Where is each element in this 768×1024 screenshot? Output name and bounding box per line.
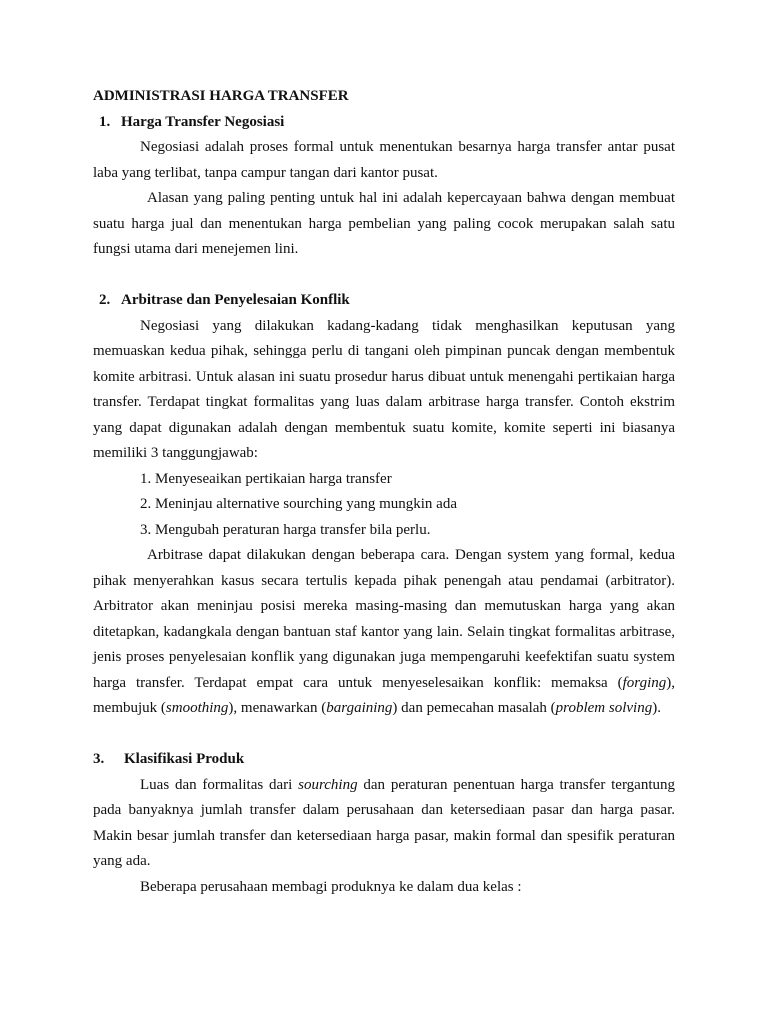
section-3-number: 3. bbox=[93, 751, 105, 767]
section-1-title: Harga Transfer Negosiasi bbox=[121, 113, 285, 130]
section-2-heading bbox=[93, 288, 675, 314]
spacer bbox=[93, 263, 675, 289]
term-smoothing: smoothing bbox=[165, 700, 229, 716]
list-item: 3. Mengubah peraturan harga transfer bila perlu. bbox=[140, 521, 431, 538]
section-1-number: 1. bbox=[99, 113, 111, 130]
section-2-title: Arbitrase dan Penyelesaian Konflik bbox=[121, 292, 350, 308]
section-1-paragraph-2: Alasan yang paling penting untuk hal ini adalah kepercayaan bahwa dengan membuat suatu harga jual dan menentukan harga pembelian yang paling cocok merupakan salah satu fungsi utama dari menejemen lini. bbox=[93, 190, 675, 257]
section-3-paragraph-2: Beberapa perusahaan membagi produknya ke dalam dua kelas : bbox=[140, 878, 522, 895]
section-2-paragraph-1: Negosiasi yang dilakukan kadang-kadang tidak menghasilkan keputusan yang memuaskan kedua pihak, sehingga perlu di tangani oleh pimpinan puncak dengan membentuk komite arbitrasi. Untuk alasan ini suatu prosedur harus dibuat untuk menengahi pertikaian harga transfer. Terdapat tingkat formalitas yang luas dalam arbitrase harga transfer. Contoh ekstrim yang dapat digunakan adalah dengan membentuk suatu komite, komite seperti ini biasanya memiliki 3 tanggungjawab: bbox=[93, 317, 675, 461]
list-item: 1. Menyeseaikan pertikaian harga transfer bbox=[140, 470, 392, 487]
section-2-paragraph-2: Arbitrase dapat dilakukan dengan beberapa cara. Dengan system yang formal, kedua pihak menyerahkan kasus secara tertulis kepada pihak penengah atau pendamai (arbitrator). Arbitrator akan meninjau posisi mereka masing-masing dan memutuskan harga yang akan ditetapkan, kadangkala dengan bantuan staf kantor yang lain. Selain tingkat formalitas arbitrase, jenis proses penyelesaian konflik yang digunakan juga mempengaruhi keefektifan suatu system harga transfer. Terdapat empat cara untuk menyeselesaikan konflik: memaksa (forging), membujuk (smoothing), menawarkan (bargaining) dan pemecahan masalah (problem solving). bbox=[93, 547, 675, 716]
term-sourching: sourching bbox=[298, 776, 358, 793]
section-3-paragraph-1: Luas dan formalitas dari sourching dan peraturan penentuan harga transfer tergantung pada banyaknya jumlah transfer dalam perusahaan dan ketersediaan pasar dan harga pasar. Makin besar jumlah transfer dan ketersediaan harga pasar, makin formal dan spesifik peraturan yang ada. bbox=[93, 776, 675, 869]
document-body bbox=[93, 84, 675, 900]
document-title: ADMINISTRASI HARGA TRANSFER bbox=[93, 88, 349, 104]
list-item: 2. Meninjau alternative sourching yang mungkin ada bbox=[140, 496, 457, 512]
term-bargaining: bargaining bbox=[326, 700, 393, 716]
term-forging: forging bbox=[622, 674, 667, 691]
section-1-paragraph-1: Negosiasi adalah proses formal untuk menentukan besarnya harga transfer antar pusat laba yang terlibat, tanpa campur tangan dari kantor pusat. bbox=[93, 139, 675, 181]
section-3-title: Klasifikasi Produk bbox=[124, 751, 245, 767]
section-3-heading bbox=[93, 747, 675, 773]
section-2-number: 2. bbox=[99, 292, 111, 308]
spacer bbox=[93, 722, 675, 748]
term-problem-solving: problem solving bbox=[555, 700, 653, 716]
section-1-heading bbox=[93, 110, 675, 136]
